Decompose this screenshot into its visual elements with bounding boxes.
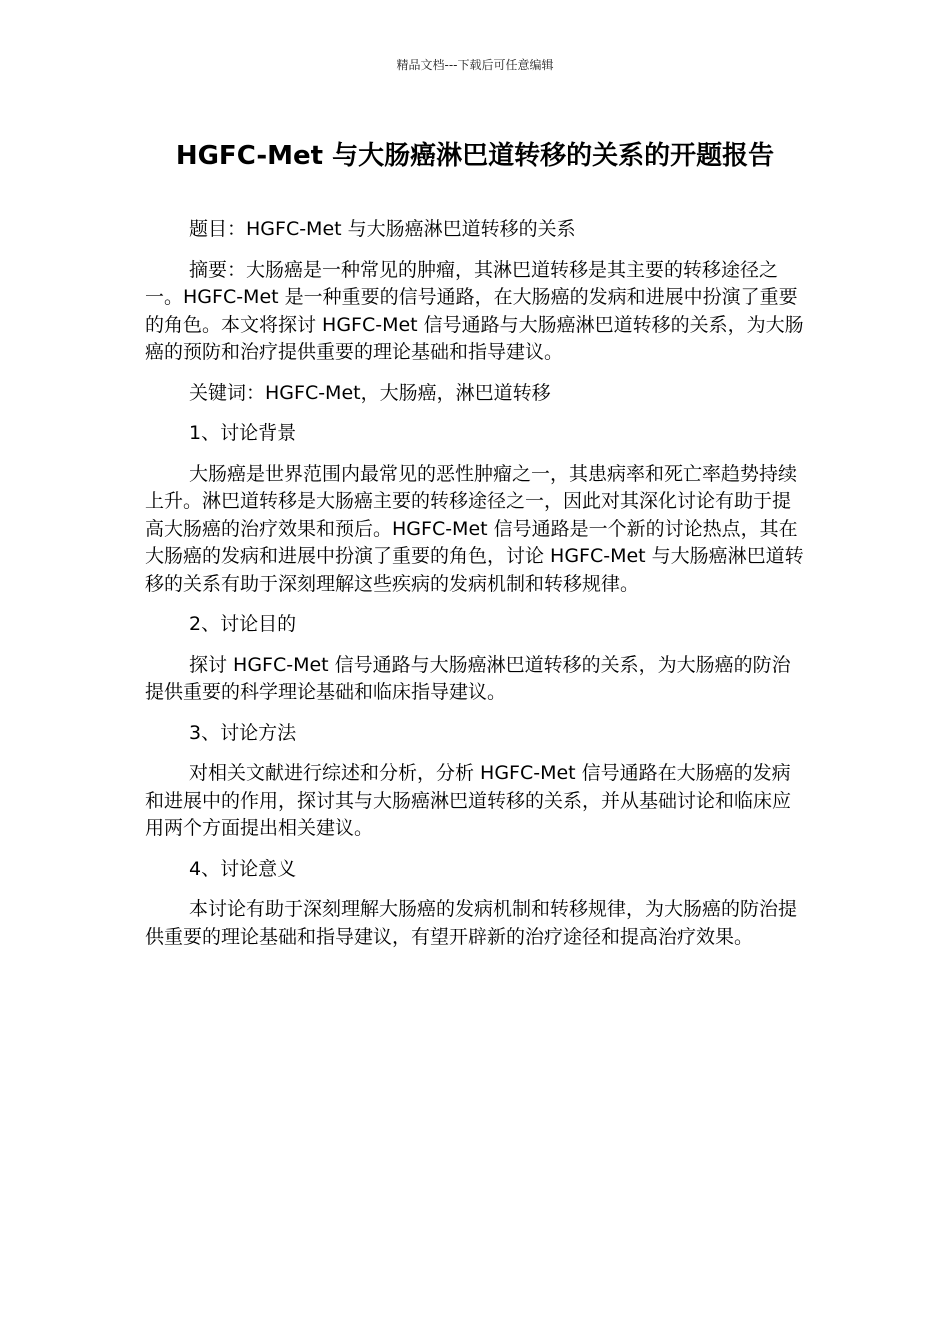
document-body bbox=[145, 216, 805, 964]
section-heading-significance: 4、讨论意义 bbox=[189, 857, 297, 880]
header-note: 精品文档---下载后可任意编辑 bbox=[396, 58, 554, 72]
purpose-paragraph: 探讨 HGFC-Met 信号通路与大肠癌淋巴道转移的关系，为大肠癌的防治提供重要的科学理论基础和临床指导建议。 bbox=[145, 653, 791, 703]
section-heading-method: 3、讨论方法 bbox=[189, 721, 297, 744]
section-heading-background: 1、讨论背景 bbox=[189, 422, 297, 444]
section-heading-purpose: 2、讨论目的 bbox=[189, 613, 297, 635]
significance-paragraph: 本讨论有助于深刻理解大肠癌的发病机制和转移规律，为大肠癌的防治提供重要的理论基础和指导建议，有望开辟新的治疗途径和提高治疗效果。 bbox=[145, 898, 798, 948]
document-title: HGFC-Met 与大肠癌淋巴道转移的关系的开题报告 bbox=[175, 141, 775, 171]
keywords-line: 关键词：HGFC-Met，大肠癌，淋巴道转移 bbox=[189, 381, 551, 404]
topic-line: 题目：HGFC-Met 与大肠癌淋巴道转移的关系 bbox=[189, 218, 576, 240]
abstract-paragraph: 摘要：大肠癌是一种常见的肿瘤，其淋巴道转移是其主要的转移途径之一。HGFC-Met 是一种重要的信号通路，在大肠癌的发病和进展中扮演了重要的角色。本文将探讨 HGFC-Met 信号通路与大肠癌淋巴道转移的关系，为大肠癌的预防和治疗提供重要的理论基础和指导建议。 bbox=[145, 258, 804, 363]
background-paragraph: 大肠癌是世界范围内最常见的恶性肿瘤之一，其患病率和死亡率趋势持续上升。淋巴道转移是大肠癌主要的转移途径之一，因此对其深化讨论有助于提高大肠癌的治疗效果和预后。HGFC-Met 信号通路是一个新的讨论热点，其在大肠癌的发病和进展中扮演了重要的角色，讨论 HGFC-Met 与大肠癌淋巴道转移的关系有助于深刻理解这些疾病的发病机制和转移规律。 bbox=[145, 462, 804, 595]
method-paragraph: 对相关文献进行综述和分析，分析 HGFC-Met 信号通路在大肠癌的发病和进展中的作用，探讨其与大肠癌淋巴道转移的关系，并从基础讨论和临床应用两个方面提出相关建议。 bbox=[145, 762, 792, 839]
